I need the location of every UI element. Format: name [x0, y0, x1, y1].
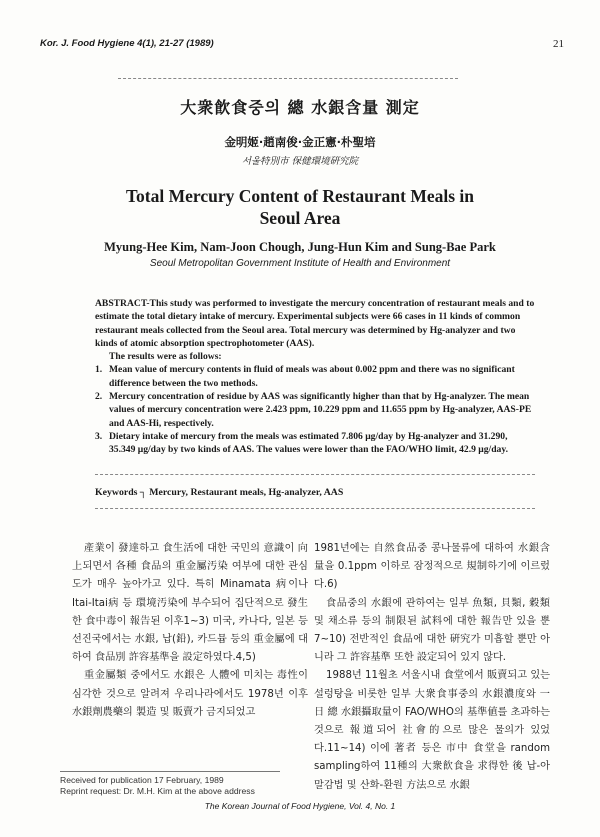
- journal-citation: Kor. J. Food Hygiene 4(1), 21-27 (1989): [40, 38, 214, 49]
- header-divider: [118, 78, 458, 79]
- body-column-left: [72, 540, 308, 722]
- result-item-1: [95, 363, 535, 390]
- reprint-request: Reprint request: Dr. M.H. Kim at the above address: [60, 786, 255, 796]
- english-institute: Seoul Metropolitan Government Institute of Health and Environment: [149, 258, 451, 269]
- body-column-right: [314, 540, 550, 795]
- result-item-2: [95, 390, 535, 430]
- result-number: 1.: [95, 364, 103, 376]
- abstract-divider-bottom: [95, 508, 535, 509]
- page-number: 21: [553, 38, 564, 50]
- result-text: Mercury concentration of residue by AAS was significantly higher than that by Hg-analyzer. The mean values of mercury concentration were 2.423 ppm, 10.229 ppm and 11.655 ppm by Hg-analyzer, AAS-PE and AAS-Hi, respectively.: [109, 391, 532, 429]
- page-footer: The Korean Journal of Food Hygiene, Vol. 4, No. 1: [204, 801, 396, 811]
- running-head: [40, 38, 564, 52]
- abstract-divider-top: [95, 474, 535, 475]
- received-date: Received for publication 17 February, 1989: [60, 775, 224, 785]
- result-item-3: [95, 430, 535, 457]
- abstract: [95, 297, 535, 457]
- result-number: 2.: [95, 391, 103, 403]
- result-text: Mean value of mercury contents in fluid of meals was about 0.002 ppm and there was no significant difference between the two methods.: [109, 364, 515, 389]
- body-paragraph: 重金屬類 중에서도 水銀은 人體에 미치는 毒性이 심각한 것으로 알려져 우리나라에서도 1978년 이후 水銀劑農藥의 製造 및 販賣가 금지되었고: [72, 670, 308, 718]
- english-title-line-1: Total Mercury Content of Restaurant Meals in: [125, 186, 475, 206]
- body-paragraph: 食品중의 水銀에 관하여는 일부 魚類, 貝類, 穀類 및 채소류 등의 制限된 試料에 대한 報告만 있을 뿐7~10) 전반적인 食品에 대한 硏究가 미흡할 뿐만 아니라 그 許容基準 또한 設定되어 있지 않다.: [314, 597, 550, 664]
- result-text: Dietary intake of mercury from the meals was estimated 7.806 μg/day by Hg-analyzer and 31.290, 35.349 μg/day by two kinds of AAS. The values were lower than the FAO/WHO limit, 42.9 μg/day.: [109, 430, 509, 456]
- english-title: [80, 185, 520, 229]
- footnote: [60, 775, 320, 797]
- korean-institute: 서울特別市 保健環境硏究院: [241, 156, 359, 167]
- english-title-line-2: Seoul Area: [259, 208, 341, 228]
- body-paragraph: 1988년 11월초 서울시내 食堂에서 販賣되고 있는 설렁탕을 비롯한 일부 大衆食事중의 水銀濃度와 一日 總 水銀攝取量이 FAO/WHO의 基準値를 초과하는 것으로 報道되어 社會的으로 많은 물의가 있었다.11~14) 이에 著者 등은 市中 食堂을 random sampling하여 11種의 大衆飮食을 求得한 後 납-아말감법 및 산화-환원 方法으로 水銀: [314, 670, 550, 791]
- abstract-results-list: [95, 363, 535, 456]
- body-paragraph: 1981년에는 自然食品중 콩나물류에 대하여 水銀含量을 0.1ppm 이하로 잠정적으로 規制하기에 이르렀다.6): [314, 543, 550, 591]
- footnote-divider: [60, 771, 280, 772]
- keywords: Keywords ┐ Mercury, Restaurant meals, Hg-analyzer, AAS: [95, 487, 344, 498]
- korean-authors: 金明姬·趙南俊·金正憲·朴聖培: [224, 135, 376, 149]
- result-number: 3.: [95, 430, 103, 442]
- abstract-intro: ABSTRACT-This study was performed to investigate the mercury concentration of restaurant meals and to estimate the total dietary intake of mercury. Experimental subjects were 66 cases in 11 kinds of common restaurant meals collected from the Seoul area. Total mercury was determined by Hg-analyzer and two kinds of atomic absorption spectrophotometer (AAS).: [95, 298, 535, 349]
- abstract-results-heading: The results were as follows:: [109, 351, 222, 363]
- english-authors: Myung-Hee Kim, Nam-Joon Chough, Jung-Hun Kim and Sung-Bae Park: [104, 240, 496, 254]
- korean-title: 大衆飮食중의 總 水銀含量 測定: [180, 98, 420, 117]
- body-paragraph: 產業이 發達하고 食生活에 대한 국민의 意識이 向上되면서 各種 食品의 重金屬汚染 여부에 대한 관심도가 매우 높아가고 있다. 특히 Minamata 病이나 Itai-Itai病 등 環境汚染에 부수되어 집단적으로 發生한 食中毒이 報告된 이후1~3) 미국, 카나다, 일본 등 선진국에서는 水銀, 납(鉛), 카드뮴 등의 重金屬에 대하여 食品別 許容基準을 設定하였다.4,5): [72, 543, 308, 664]
